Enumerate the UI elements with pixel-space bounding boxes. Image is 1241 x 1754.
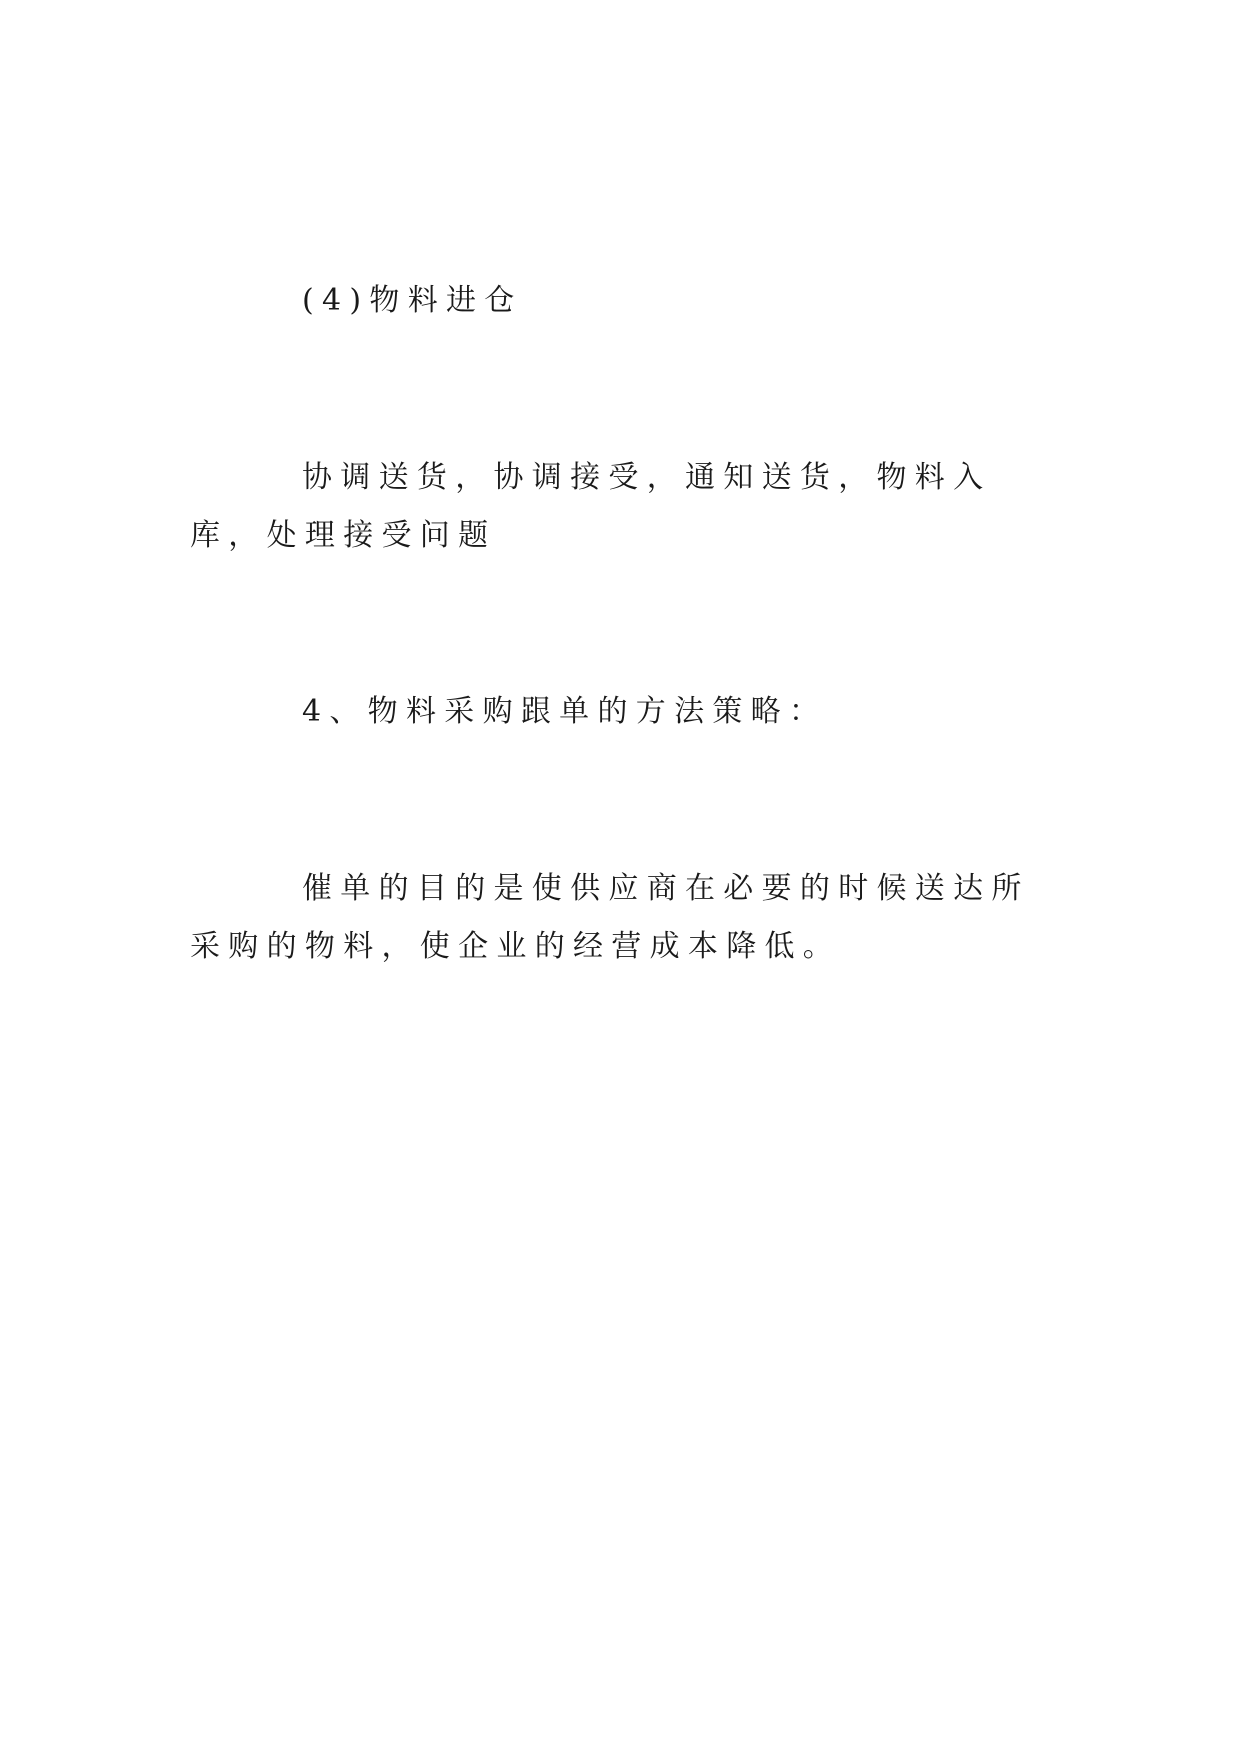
section-heading-material-warehousing: (4)物料进仓 bbox=[302, 283, 523, 318]
body-paragraph-warehousing-steps: 协调送货，协调接受，通知送货，物料入库，处理接受问题 bbox=[190, 460, 992, 553]
body-paragraph-expediting-purpose: 催单的目的是使供应商在必要的时候送达所采购的物料，使企业的经营成本降低。 bbox=[190, 871, 1030, 964]
section-heading-follow-up-strategy: 4、物料采购跟单的方法策略： bbox=[302, 694, 828, 729]
